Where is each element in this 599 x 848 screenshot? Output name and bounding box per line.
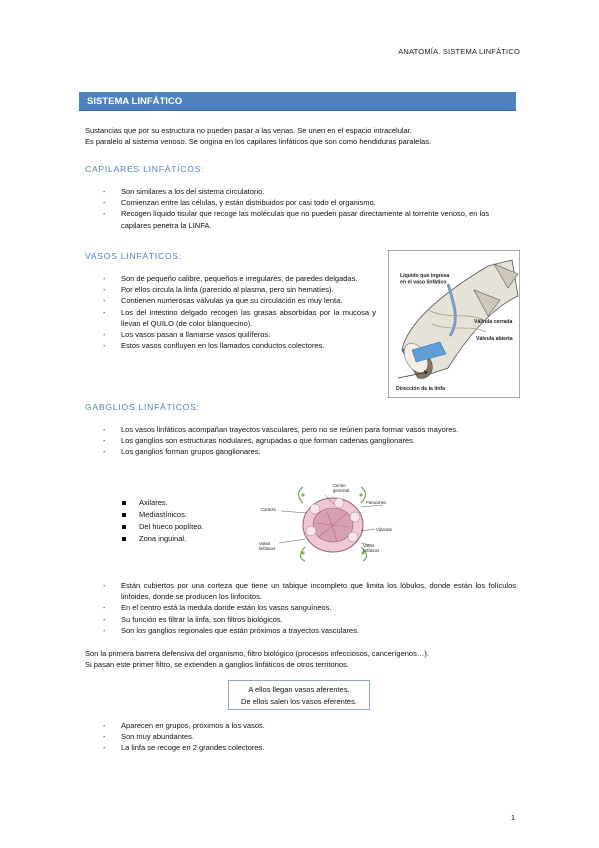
list-item: - Los vasos linfáticos acompañan trayectos vasculares, pero no se reúnen para formar vasos mayores.	[103, 424, 516, 435]
running-header: ANATOMÍA. SISTEMA LINFÁTICO	[398, 47, 520, 56]
list-item: - Los del intestino delgado recogen las grasas absorbidas por la mucosa y llevan el QUILO (de color blanquecino).	[103, 307, 376, 329]
list-item: - Están cubiertos por una corteza que tiene un tabique incompleto que limita los lóbulos, donde están los folículos linfoides, donde se producen los linfocitos.	[103, 580, 516, 602]
list-item: - Recogen líquido tisular que recoge las moléculas que no pueden pasar directamente al torrente venoso, en los capilares penetra la LINFA.	[103, 208, 516, 230]
ganglios-list	[103, 424, 516, 458]
heading-ganglios: GABGLIOS LINFÁTICOS:	[85, 402, 200, 412]
aferentes-eferentes-box	[228, 680, 370, 710]
list-item: - Son muy abundantes.	[103, 731, 516, 742]
barrera-line: Si pasan este primer filtro, se extienden a ganglios linfáticos de otros territorios.	[85, 660, 349, 669]
label-closed-valve: Válvula cerrada	[474, 319, 513, 325]
list-item: Mediastínicos.	[119, 509, 239, 521]
label-centro-germinal: Centro germinal	[333, 483, 350, 493]
list-item: Axilares.	[119, 497, 239, 509]
list-item: Zona inguinal.	[119, 533, 239, 545]
list-item: - Son de pequeño calibre, pequeños e irregulares, de paredes delgadas.	[103, 273, 376, 284]
final-list	[103, 720, 516, 754]
list-item: - Aparecen en grupos, próximos a los vasos.	[103, 720, 516, 731]
list-item: - Son similares a los del sistema circulatorio.	[103, 186, 516, 197]
barrera-line: Son la primera barrera defensiva del organismo, filtro biológico (procesos infecciosos, cancerígenos…).	[85, 649, 429, 658]
list-item: - Los ganglios forman grupos ganglionares.	[103, 446, 516, 457]
ganglion-groups-list	[119, 497, 239, 545]
vasos-list	[103, 273, 376, 351]
list-item: - Por ellos circula la linfa (parecido al plasma, pero sin hematíes).	[103, 284, 376, 295]
label-open-valve: Válvula abierta	[476, 336, 513, 342]
page-title: SISTEMA LINFÁTICO	[87, 96, 183, 107]
label-corteza: Corteza	[261, 507, 276, 512]
heading-capilares: CAPILARES LINFÁTICOS:	[85, 164, 205, 174]
box-line: De ellos salen los vasos eferentes.	[241, 697, 357, 706]
list-item: - Estos vasos confluyen en los llamados conductos colectores.	[103, 340, 376, 351]
label-paracortex: Paracortex	[366, 500, 387, 505]
intro-line: Es paralelo al sistema venoso. Se origina en los capilares linfáticos que son como hendiduras paralelas.	[85, 137, 432, 146]
list-item: - La linfa se recoge en 2 grandes colectores.	[103, 742, 516, 753]
label-direction: Dirección de la linfa	[396, 386, 446, 392]
box-line: A ellos llegan vasos aferentes.	[248, 685, 350, 694]
list-item: - Comienzan entre las células, y están distribuidos por casi todo el organismo.	[103, 197, 516, 208]
capilares-list	[103, 186, 516, 231]
page-number: 1	[510, 813, 515, 822]
label-fluid: Líquido que ingresa en el vaso linfático	[400, 273, 450, 286]
list-item: - Su función es filtrar la linfa, son filtros biológicos.	[103, 614, 516, 625]
list-item: - Son los ganglios regionales que están próximos a trayectos vasculares.	[103, 625, 516, 636]
list-item: - En el centro está la medula donde están los vasos sanguíneos.	[103, 602, 516, 613]
label-vasos-eferentes: Vasos linfáticos	[363, 543, 380, 553]
list-item: - Los vasos pasan a llamarse vasos quilíferos.	[103, 329, 376, 340]
label-valvulas: Válvulas	[376, 527, 392, 532]
barrera-paragraph	[85, 648, 429, 670]
list-item: Del hueco poplíteo.	[119, 521, 239, 533]
heading-vasos: VASOS LINFÁTICOS:	[85, 251, 183, 261]
ganglios-structure-list	[103, 580, 516, 636]
list-item: - Los ganglios son estructuras nodulares, agrupadas o que forman cadenas ganglionares.	[103, 435, 516, 446]
intro-line: Sustancias que por su estructura no pueden pasar a las venas. Se unen en el espacio intracelular.	[85, 126, 412, 135]
section-title-bar	[79, 92, 516, 111]
lymph-node-illustration	[257, 483, 413, 563]
lymph-vessel-illustration	[388, 250, 520, 398]
label-vasos-aferentes: Vasos linfáticos	[259, 541, 276, 551]
intro-paragraph	[85, 125, 431, 147]
list-item: - Contienen numerosas válvulas ya que su circulación es muy lenta.	[103, 295, 376, 306]
